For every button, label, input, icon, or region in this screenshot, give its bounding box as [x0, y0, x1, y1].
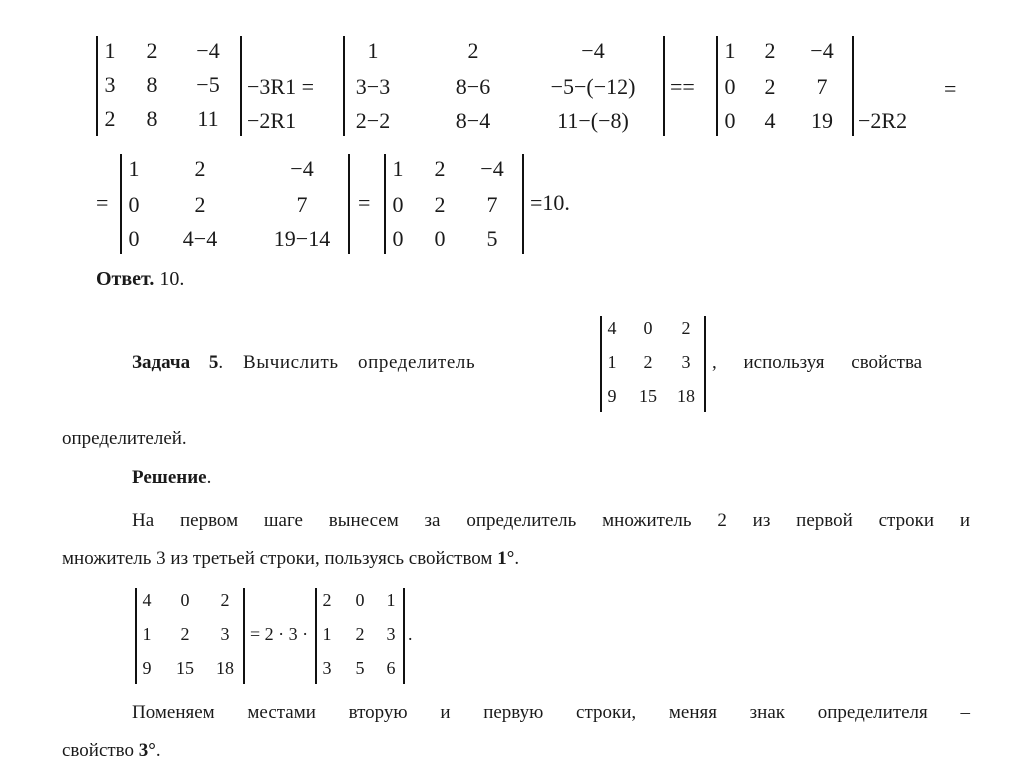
solution-paragraph-1-line-1: На первом шаге вынесем за определитель множитель 2 из первой строки и: [132, 510, 970, 531]
matrix-cell: 4−4: [182, 226, 218, 251]
matrix-cell: 2: [146, 38, 158, 63]
matrix-cell: 11: [197, 106, 219, 131]
matrix-cell: −4: [290, 156, 314, 181]
solution-paragraph-1-line-2: [62, 548, 519, 570]
matrix-cell: 0: [724, 74, 736, 99]
matrix-cell: −4: [581, 38, 605, 63]
matrix-cell: −4: [810, 38, 834, 63]
matrix-cell: 6: [386, 658, 396, 678]
matrix-cell: 1: [142, 624, 152, 644]
matrix-cell: 4: [142, 590, 152, 610]
paragraph-text: свойство: [62, 740, 139, 761]
solution-label: Решение: [132, 467, 207, 488]
matrix-cell: 18: [677, 386, 695, 406]
matrix-cell: 7: [296, 192, 308, 217]
answer-label: Ответ.: [96, 268, 155, 290]
answer-line: [96, 268, 184, 291]
task-number: 5: [208, 352, 219, 373]
matrix-cell: 2−2: [355, 108, 391, 133]
matrix-cell: 0: [128, 192, 140, 217]
matrix-cell: 4: [764, 108, 776, 133]
property-reference: 1°: [497, 548, 515, 569]
matrix-cell: 3: [386, 624, 396, 644]
matrix-cell: −4: [196, 38, 220, 63]
matrix-cell: 0: [355, 590, 365, 610]
equals-sign: ==: [670, 74, 695, 99]
matrix-cell: 15: [639, 386, 657, 406]
task-matrix: [600, 316, 706, 412]
matrix-cell: 1: [367, 38, 379, 63]
matrix-cell: 3: [681, 352, 691, 372]
matrix-cell: 3: [104, 72, 116, 97]
matrix-cell: 2: [764, 38, 776, 63]
matrix-cell: −4: [480, 156, 504, 181]
task-heading: [132, 352, 475, 374]
matrix-cell: 1: [392, 156, 404, 181]
matrix-cell: 0: [434, 226, 446, 251]
determinant-result: =10.: [530, 190, 570, 215]
matrix-cell: 2: [467, 38, 479, 63]
matrix-cell: 0: [180, 590, 190, 610]
matrix-cell: 0: [128, 226, 140, 251]
task-text: . Вычислить определитель: [218, 352, 476, 373]
factor-matrix-right: [315, 588, 405, 684]
matrix-cell: 11−(−8): [557, 108, 629, 133]
row-operation-label: −3R1 =: [247, 74, 314, 99]
matrix-cell: 2: [180, 624, 190, 644]
solution-paragraph-2-line-2: [62, 740, 161, 762]
matrix-cell: 1: [322, 624, 332, 644]
row-operation-label: −2R1: [247, 108, 297, 133]
matrix-step: [120, 154, 350, 254]
matrix-cell: 9: [607, 386, 617, 406]
matrix-subtraction: [343, 36, 665, 136]
equation-end: .: [408, 624, 413, 644]
solution-paragraph-2-line-1: Поменяем местами вторую и первую строки, меняя знак определителя –: [132, 702, 970, 723]
task-text: определителей.: [62, 428, 187, 449]
matrix-cell: 2: [643, 352, 653, 372]
matrix-cell: 4: [607, 318, 617, 338]
paragraph-text: .: [514, 548, 520, 569]
matrix-cell: 2: [322, 590, 332, 610]
matrix-cell: 7: [486, 192, 498, 217]
property-reference: 3°: [138, 740, 156, 761]
matrix-cell: 9: [142, 658, 152, 678]
task-label: Задача: [132, 352, 191, 373]
matrix-original: [96, 36, 242, 136]
matrix-cell: 1: [386, 590, 396, 610]
matrix-cell: 2: [194, 156, 206, 181]
matrix-cell: 1: [724, 38, 736, 63]
matrix-cell: 0: [392, 226, 404, 251]
matrix-cell: 7: [816, 74, 828, 99]
matrix-cell: −5: [196, 72, 220, 97]
matrix-cell: 8: [146, 72, 158, 97]
matrix-cell: 0: [643, 318, 653, 338]
matrix-cell: 2: [194, 192, 206, 217]
solution-heading: [132, 467, 211, 489]
matrix-cell: 3−3: [355, 74, 391, 99]
matrix-cell: 19−14: [273, 226, 331, 251]
paragraph-text: .: [155, 740, 161, 761]
matrix-cell: −5−(−12): [550, 74, 636, 99]
matrix-cell: 0: [392, 192, 404, 217]
matrix-cell: 2: [104, 106, 116, 131]
matrix-cell: 1: [128, 156, 140, 181]
solution-label-dot: .: [206, 467, 212, 488]
matrix-cell: 2: [434, 192, 446, 217]
matrix-reduced: [716, 36, 854, 136]
task-text: , используя свойства: [712, 352, 923, 373]
equals-sign: =: [944, 76, 957, 101]
factor-matrix-left: [135, 588, 245, 684]
matrix-cell: 2: [220, 590, 230, 610]
matrix-cell: 2: [434, 156, 446, 181]
matrix-cell: 3: [220, 624, 230, 644]
equals-sign: =: [96, 190, 109, 215]
matrix-cell: 5: [486, 226, 498, 251]
matrix-cell: 8−4: [455, 108, 491, 133]
factor-expression: = 2 · 3 ·: [250, 624, 309, 644]
matrix-cell: 1: [104, 38, 116, 63]
matrix-triangular: [384, 154, 524, 254]
matrix-cell: 3: [322, 658, 332, 678]
answer-value: 10.: [159, 268, 185, 290]
matrix-cell: 18: [216, 658, 234, 678]
matrix-cell: 8−6: [455, 74, 491, 99]
matrix-cell: 2: [681, 318, 691, 338]
matrix-cell: 2: [764, 74, 776, 99]
matrix-cell: 19: [811, 108, 833, 133]
matrix-cell: 0: [724, 108, 736, 133]
paragraph-text: множитель 3 из третьей строки, пользуясь свойством: [62, 548, 498, 569]
matrix-cell: 5: [355, 658, 365, 678]
matrix-cell: 2: [355, 624, 365, 644]
matrix-cell: 1: [607, 352, 617, 372]
matrix-cell: 15: [176, 658, 194, 678]
row-operation-label: −2R2: [858, 108, 908, 133]
equals-sign: =: [358, 190, 371, 215]
matrix-cell: 8: [146, 106, 158, 131]
